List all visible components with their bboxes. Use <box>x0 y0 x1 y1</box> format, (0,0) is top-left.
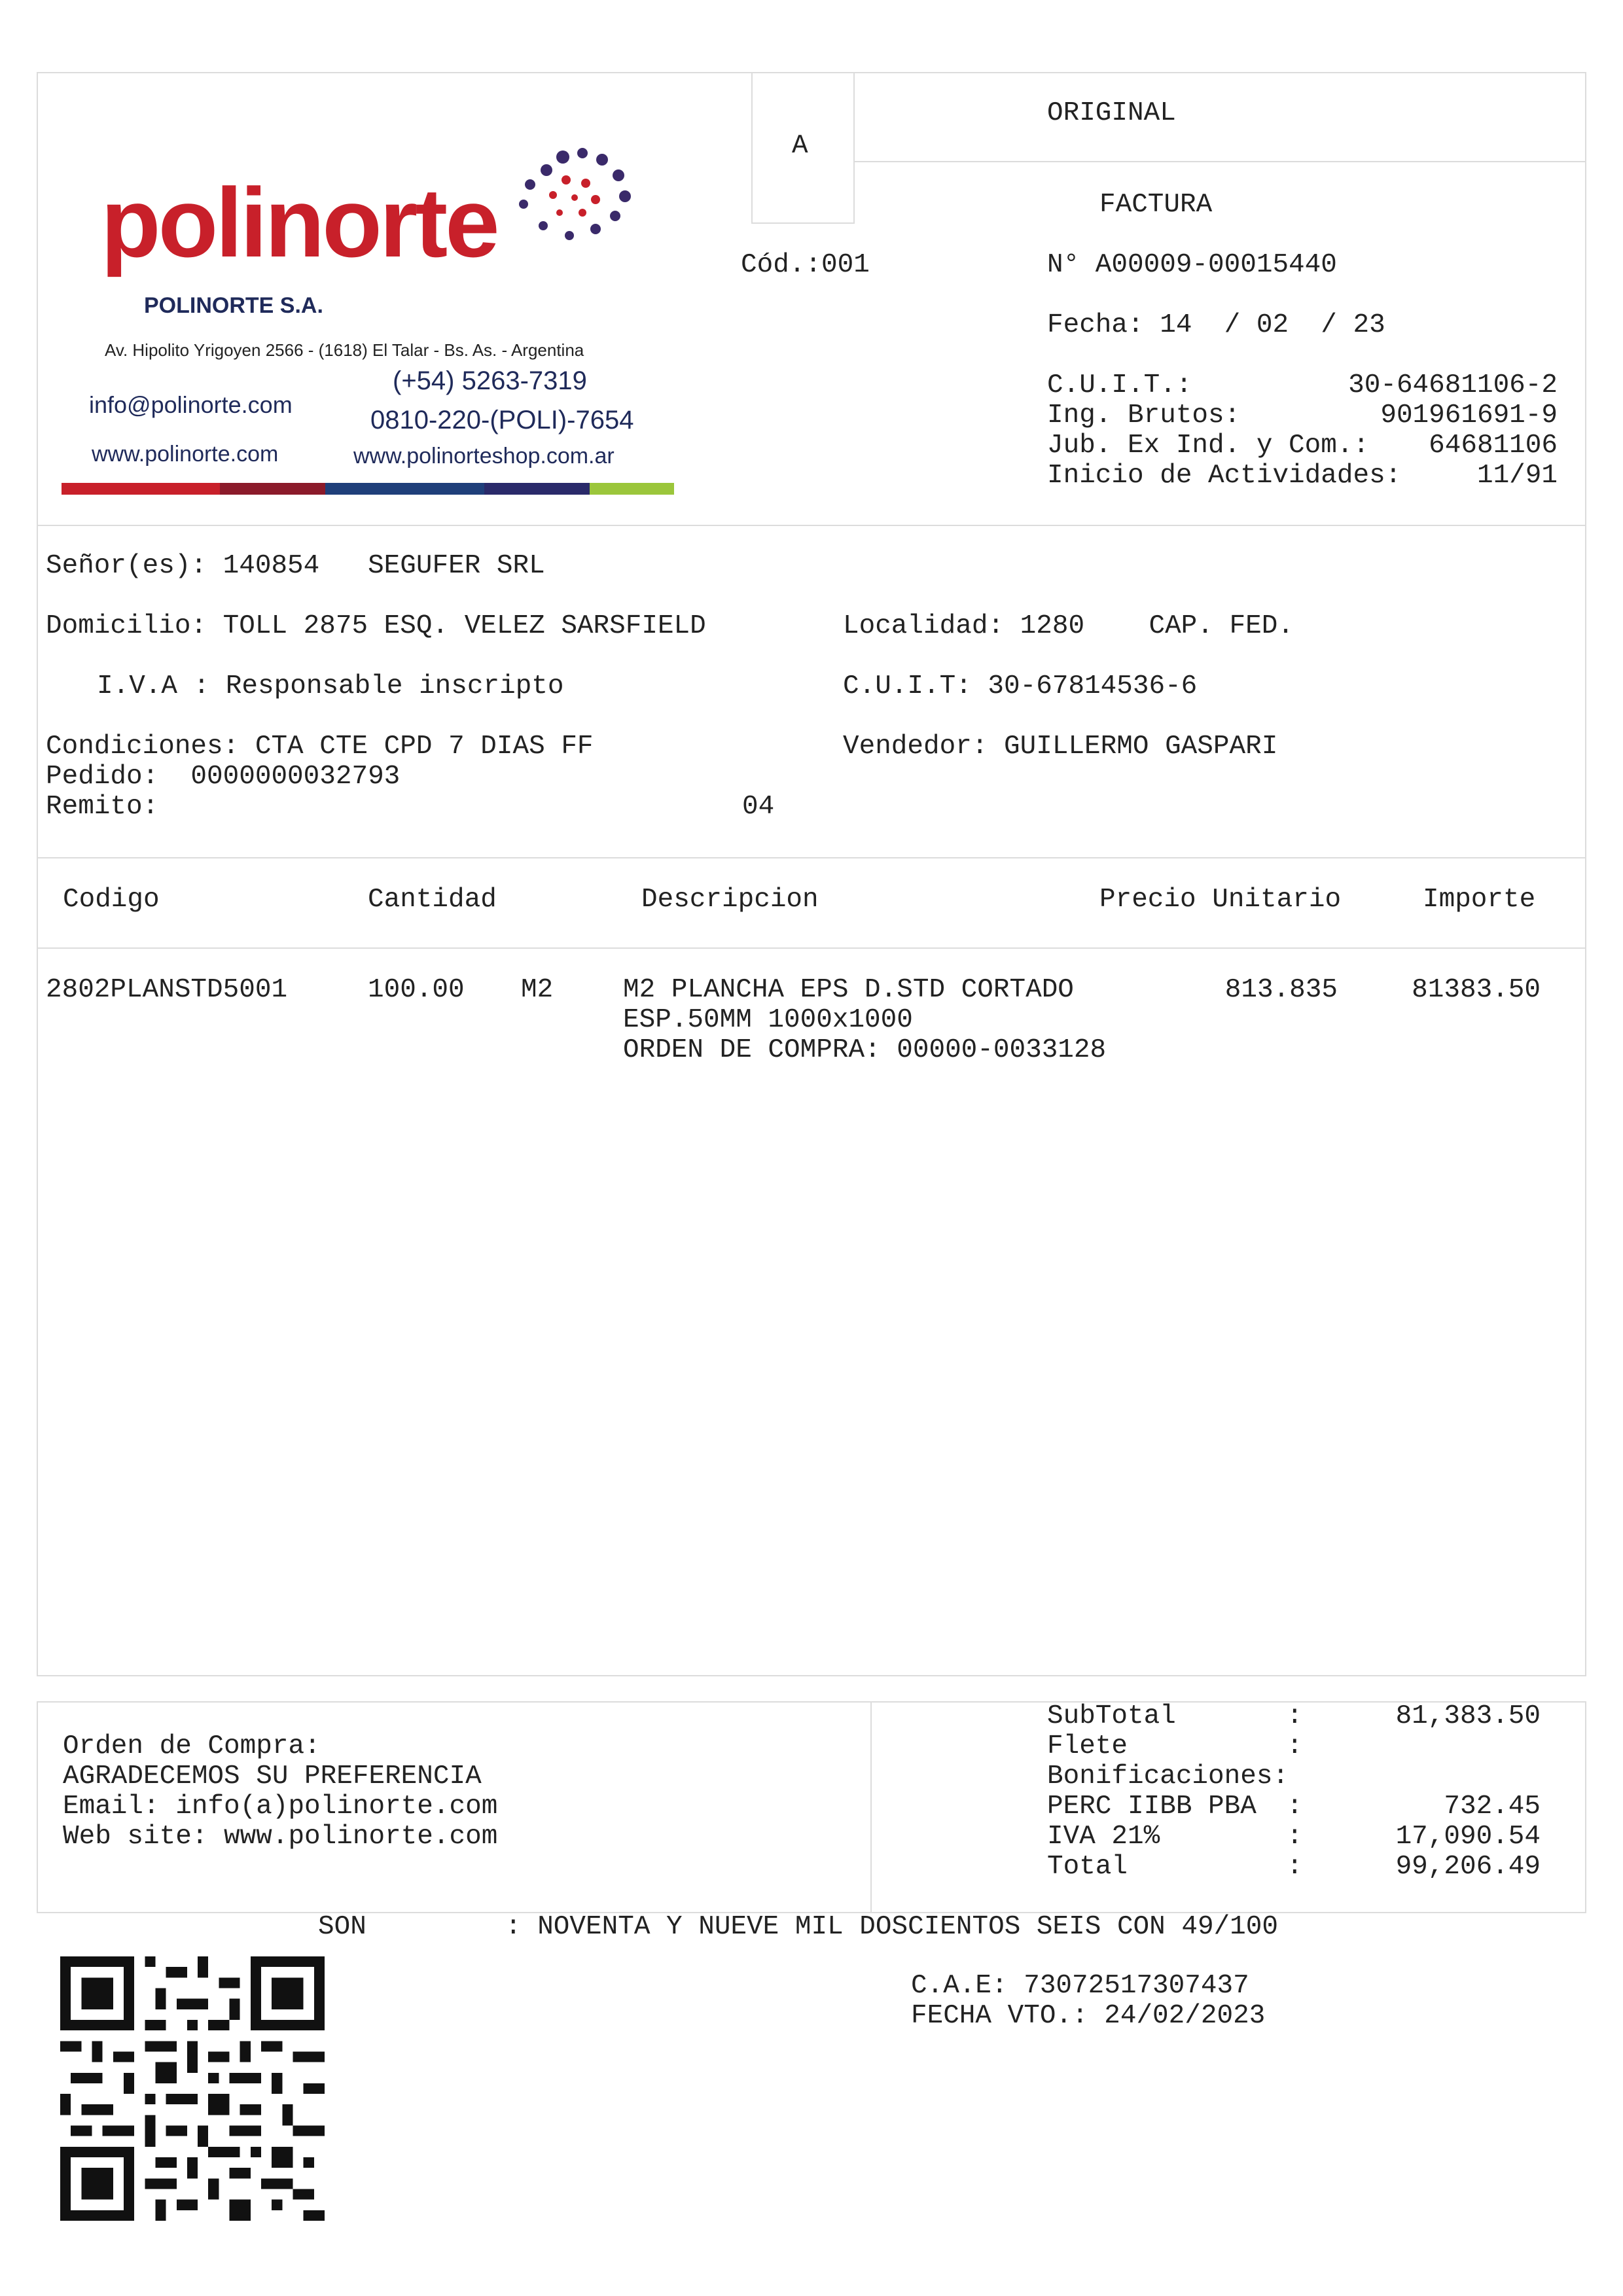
row-desc-2: ESP.50MM 1000x1000 <box>623 1005 913 1035</box>
row-cantidad: 100.00 <box>368 975 465 1005</box>
total-label-bonif: Bonificaciones: <box>1047 1761 1289 1792</box>
company-web: www.polinorte.com <box>92 442 279 467</box>
stripe-navy <box>484 483 590 495</box>
logo-wordmark <box>101 170 497 275</box>
customer-cuit: C.U.I.T: 30-67814536-6 <box>843 671 1198 701</box>
company-phone-2: 0810-220-(POLI)-7654 <box>370 406 634 434</box>
footer-email: Email: info(a)polinorte.com <box>63 1792 498 1822</box>
row-importe: 81383.50 <box>1412 975 1541 1005</box>
customer-pedido: Pedido: 0000000032793 <box>46 762 401 792</box>
stripe-blue <box>325 483 484 495</box>
col-header-cantidad: Cantidad <box>368 885 497 915</box>
copy-label: ORIGINAL <box>1047 98 1176 128</box>
total-value-iva: 17,090.54 <box>1395 1822 1541 1852</box>
doc-type: FACTURA <box>1099 190 1213 220</box>
cuit-label: C.U.I.T.: <box>1047 370 1192 400</box>
total-colon-total: : <box>1287 1852 1303 1882</box>
logo-wordmark-blue: inorte <box>240 168 497 277</box>
total-value-subtotal: 81,383.50 <box>1395 1701 1541 1731</box>
col-header-codigo: Codigo <box>63 885 160 915</box>
customer-conditions: Condiciones: CTA CTE CPD 7 DIAS FF <box>46 732 594 762</box>
ib-value: 901961691-9 <box>1380 400 1558 431</box>
total-colon-flete: : <box>1287 1731 1303 1761</box>
customer-name: Señor(es): 140854 SEGUFER SRL <box>46 551 545 581</box>
inicio-label: Inicio de Actividades: <box>1047 461 1402 491</box>
cae-expiry: FECHA VTO.: 24/02/2023 <box>911 2001 1266 2031</box>
color-stripe <box>62 483 674 495</box>
company-logo <box>59 111 687 504</box>
row-desc-3: ORDEN DE COMPRA: 00000-0033128 <box>623 1035 1107 1065</box>
total-label-total: Total <box>1047 1852 1128 1882</box>
total-label-flete: Flete <box>1047 1731 1128 1761</box>
logo-dots-icon <box>484 144 635 242</box>
stripe-green <box>590 483 674 495</box>
logo-wordmark-red: pol <box>101 168 240 277</box>
total-colon-subtotal: : <box>1287 1701 1303 1731</box>
customer-address: Domicilio: TOLL 2875 ESQ. VELEZ SARSFIELD <box>46 611 706 641</box>
total-value-total: 99,206.49 <box>1395 1852 1541 1882</box>
total-label-iva: IVA 21% <box>1047 1822 1160 1852</box>
total-label-perc: PERC IIBB PBA <box>1047 1792 1257 1822</box>
total-colon-iva: : <box>1287 1822 1303 1852</box>
invoice-letter: A <box>792 131 808 161</box>
customer-remito: Remito: <box>46 792 159 822</box>
company-name: POLINORTE S.A. <box>144 293 323 318</box>
inicio-value: 11/91 <box>1476 461 1558 491</box>
qr-code-icon <box>60 1956 325 2221</box>
total-colon-perc: : <box>1287 1792 1303 1822</box>
company-phone-1: (+54) 5263-7319 <box>393 366 587 395</box>
footer-divider <box>870 1701 872 1913</box>
col-header-importe: Importe <box>1423 885 1536 915</box>
customer-remito-num: 04 <box>742 792 775 822</box>
cae-number: C.A.E: 73072517307437 <box>911 1971 1249 2001</box>
row-codigo: 2802PLANSTD5001 <box>46 975 288 1005</box>
col-header-precio: Precio Unitario <box>1099 885 1342 915</box>
jub-value: 64681106 <box>1429 431 1558 461</box>
col-header-descripcion: Descripcion <box>641 885 819 915</box>
customer-iva: I.V.A : Responsable inscripto <box>97 671 564 701</box>
jub-label: Jub. Ex Ind. y Com.: <box>1047 431 1370 461</box>
customer-divider <box>37 857 1586 858</box>
footer-orden: Orden de Compra: <box>63 1731 321 1761</box>
son-text: : NOVENTA Y NUEVE MIL DOSCIENTOS SEIS CON 49/100 <box>505 1912 1278 1942</box>
customer-locality: Localidad: 1280 CAP. FED. <box>843 611 1294 641</box>
total-label-subtotal: SubTotal <box>1047 1701 1176 1731</box>
invoice-number: N° A00009-00015440 <box>1047 250 1337 280</box>
cod-label: Cód.:001 <box>741 250 870 280</box>
header-divider <box>37 525 1586 526</box>
customer-seller: Vendedor: GUILLERMO GASPARI <box>843 732 1278 762</box>
row-precio: 813.835 <box>1224 975 1338 1005</box>
cuit-value: 30-64681106-2 <box>1348 370 1558 400</box>
company-email: info@polinorte.com <box>89 391 293 418</box>
row-desc-1: M2 PLANCHA EPS D.STD CORTADO <box>623 975 1074 1005</box>
stripe-maroon <box>220 483 325 495</box>
total-value-perc: 732.45 <box>1444 1792 1541 1822</box>
row-unidad: M2 <box>521 975 554 1005</box>
footer-thanks: AGRADECEMOS SU PREFERENCIA <box>63 1761 482 1792</box>
son-label: SON <box>318 1912 366 1942</box>
original-divider <box>855 161 1586 162</box>
company-shop: www.polinorteshop.com.ar <box>353 444 615 468</box>
company-address: Av. Hipolito Yrigoyen 2566 - (1618) El Talar - Bs. As. - Argentina <box>105 340 584 360</box>
ib-label: Ing. Brutos: <box>1047 400 1241 431</box>
footer-web: Web site: www.polinorte.com <box>63 1822 498 1852</box>
table-header-divider <box>37 947 1586 949</box>
stripe-red <box>62 483 220 495</box>
invoice-date: Fecha: 14 / 02 / 23 <box>1047 310 1385 340</box>
